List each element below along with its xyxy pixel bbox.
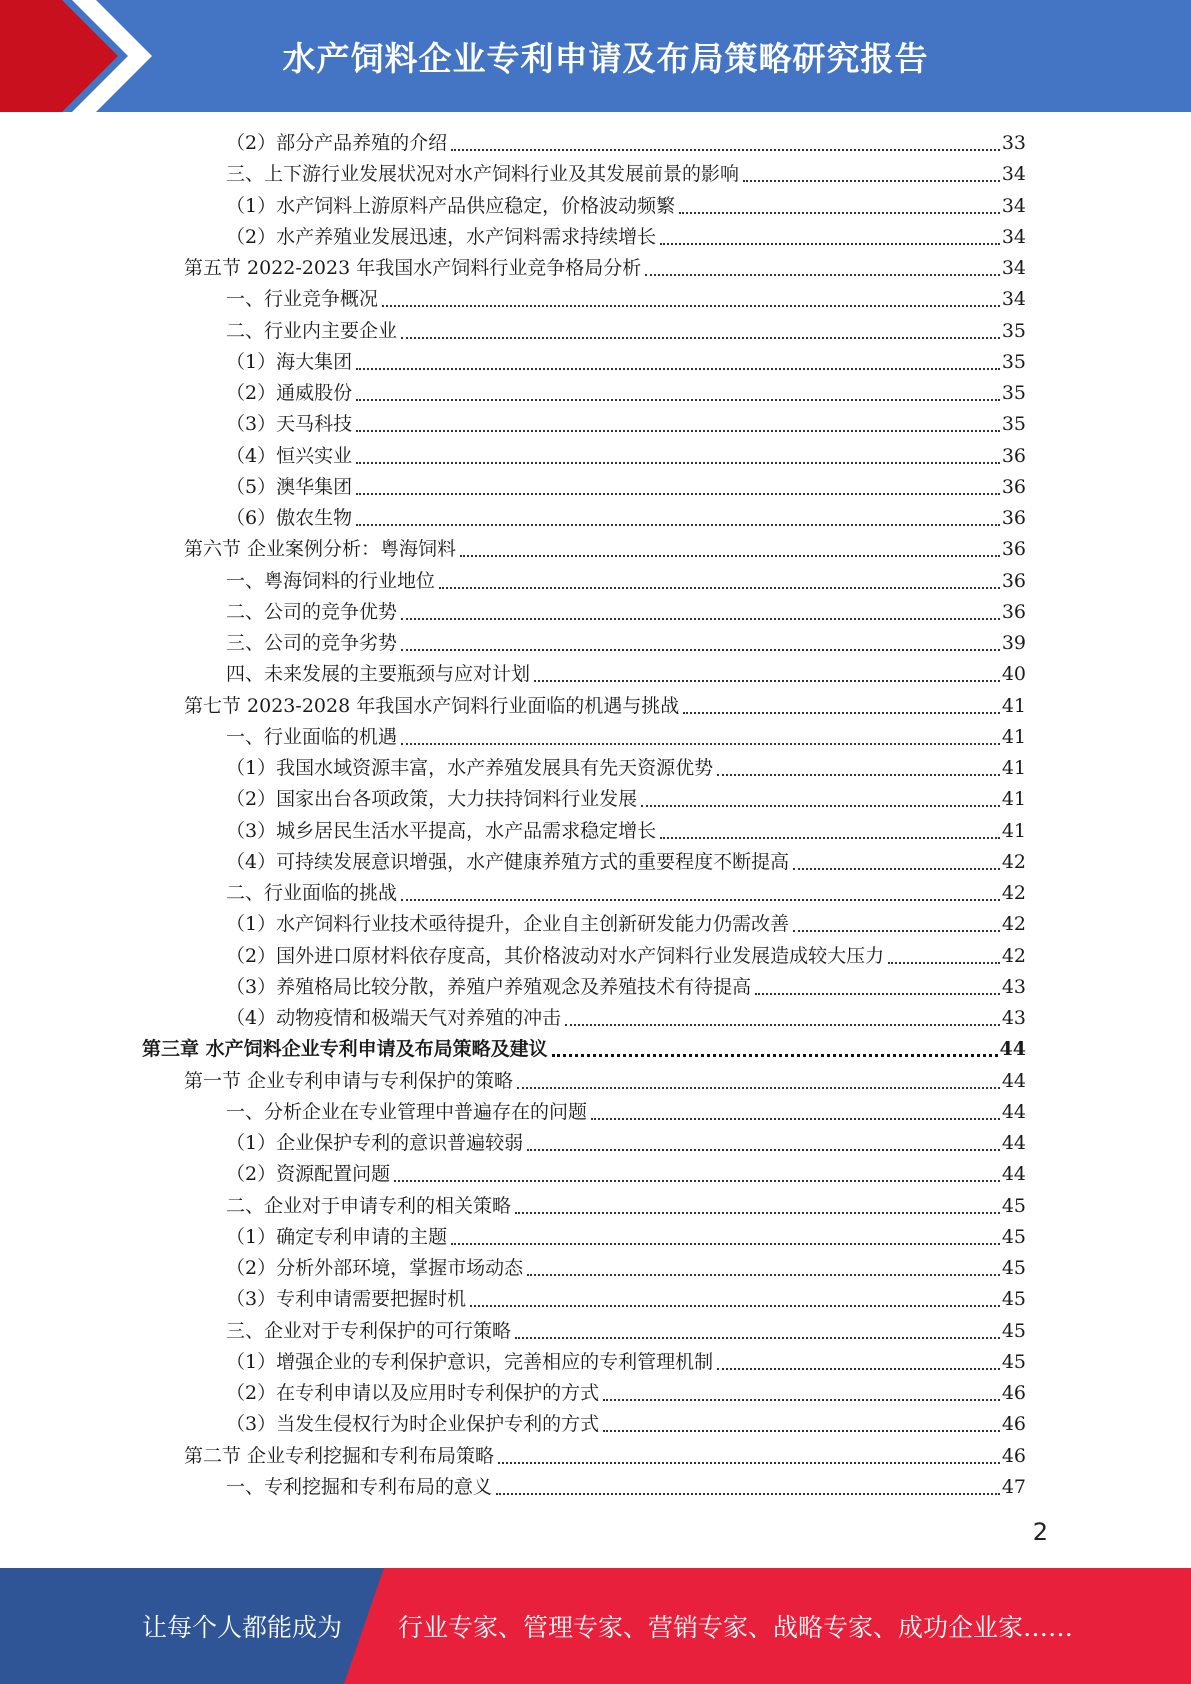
toc-entry[interactable] (226, 1003, 1026, 1034)
toc-dot-leader (382, 305, 1000, 307)
toc-dot-leader (496, 1493, 1000, 1495)
toc-entry[interactable] (226, 222, 1026, 253)
toc-entry[interactable] (184, 534, 1026, 565)
toc-entry-title: 二、公司的竞争优势 (226, 601, 398, 623)
toc-entry-title: 第七节 2023-2028 年我国水产饲料行业面临的机遇与挑战 (184, 695, 680, 717)
toc-entry-page: 43 (1001, 976, 1026, 998)
toc-entry-title: （4）恒兴实业 (226, 445, 353, 467)
toc-dot-leader (401, 649, 1000, 651)
toc-dot-leader (645, 274, 1000, 276)
toc-entry[interactable] (226, 128, 1026, 159)
toc-entry-title: （1）水产饲料行业技术亟待提升，企业自主创新研发能力仍需改善 (226, 913, 790, 935)
toc-entry-page: 34 (1001, 257, 1026, 279)
toc-entry[interactable] (226, 159, 1026, 190)
toc-entry-title: （5）澳华集团 (226, 476, 353, 498)
toc-dot-leader (356, 399, 1000, 401)
footer-slogan-left: 让每个人都能成为 (142, 1613, 343, 1642)
toc-dot-leader (552, 1054, 998, 1057)
toc-dot-leader (356, 430, 1000, 432)
toc-entry[interactable] (226, 472, 1026, 503)
toc-entry[interactable] (226, 191, 1026, 222)
toc-entry[interactable] (226, 1472, 1026, 1503)
toc-entry-title: （2）资源配置问题 (226, 1163, 391, 1185)
toc-entry-title: （4）动物疫情和极端天气对养殖的冲击 (226, 1007, 562, 1029)
toc-entry-title: 一、粤海饲料的行业地位 (226, 570, 436, 592)
toc-entry-page: 35 (1001, 413, 1026, 435)
toc-dot-leader (356, 368, 1000, 370)
toc-entry[interactable] (226, 1378, 1026, 1409)
toc-entry[interactable] (226, 1222, 1026, 1253)
page-header (0, 0, 1191, 112)
toc-entry-title: （2）部分产品养殖的介绍 (226, 132, 448, 154)
toc-dot-leader (356, 493, 1000, 495)
toc-entry-page: 45 (1001, 1351, 1026, 1373)
toc-entry[interactable] (226, 1253, 1026, 1284)
toc-entry[interactable] (226, 628, 1026, 659)
toc-entry-page: 45 (1001, 1257, 1026, 1279)
toc-entry[interactable] (226, 847, 1026, 878)
toc-dot-leader (603, 1399, 1000, 1401)
toc-dot-leader (498, 1462, 1000, 1464)
toc-entry-title: 三、公司的竞争劣势 (226, 632, 398, 654)
toc-entry-title: （3）养殖格局比较分散，养殖户养殖观念及养殖技术有待提高 (226, 976, 752, 998)
toc-dot-leader (439, 587, 1000, 589)
report-title: 水产饲料企业专利申请及布局策略研究报告 (282, 38, 929, 78)
toc-dot-leader (470, 1305, 1000, 1307)
toc-entry-page: 36 (1001, 476, 1026, 498)
toc-entry-page: 41 (1001, 695, 1026, 717)
toc-entry-page: 34 (1001, 163, 1026, 185)
toc-entry[interactable] (226, 972, 1026, 1003)
toc-entry-page: 41 (1001, 726, 1026, 748)
toc-entry-title: （2）在专利申请以及应用时专利保护的方式 (226, 1382, 600, 1404)
toc-entry-title: 一、分析企业在专业管理中普遍存在的问题 (226, 1101, 588, 1123)
toc-entry[interactable] (226, 1347, 1026, 1378)
toc-entry-title: （4）可持续发展意识增强，水产健康养殖方式的重要程度不断提高 (226, 851, 790, 873)
toc-entry-title: （2）水产养殖业发展迅速，水产饲料需求持续增长 (226, 226, 657, 248)
toc-entry-title: （3）城乡居民生活水平提高，水产品需求稳定增长 (226, 820, 657, 842)
toc-dot-leader (565, 1024, 1000, 1026)
toc-dot-leader (451, 149, 1000, 151)
toc-entry[interactable] (226, 1191, 1026, 1222)
toc-entry-title: 一、行业竞争概况 (226, 288, 379, 310)
toc-entry[interactable] (226, 441, 1026, 472)
toc-dot-leader (401, 743, 1000, 745)
toc-entry[interactable] (226, 659, 1026, 690)
toc-dot-leader (527, 1149, 1000, 1151)
toc-entry-page: 41 (1001, 757, 1026, 779)
toc-entry[interactable] (226, 284, 1026, 315)
toc-entry-page: 34 (1001, 195, 1026, 217)
toc-dot-leader (591, 1118, 1000, 1120)
header-arrow-icon (0, 0, 160, 112)
toc-entry-title: 第六节 企业案例分析：粤海饲料 (184, 538, 457, 560)
toc-dot-leader (401, 899, 1000, 901)
toc-entry-page: 43 (1001, 1007, 1026, 1029)
toc-dot-leader (683, 712, 1000, 714)
toc-entry-page: 41 (1001, 820, 1026, 842)
toc-entry-page: 46 (1001, 1413, 1026, 1435)
toc-entry-page: 45 (1001, 1195, 1026, 1217)
toc-dot-leader (793, 930, 1000, 932)
toc-dot-leader (534, 680, 1000, 682)
toc-entry-title: 三、企业对于专利保护的可行策略 (226, 1320, 512, 1342)
toc-entry-page: 44 (1001, 1132, 1026, 1154)
toc-entry-page: 45 (1001, 1320, 1026, 1342)
toc-entry-title: （3）天马科技 (226, 413, 353, 435)
toc-entry-title: （1）我国水域资源丰富，水产养殖发展具有先天资源优势 (226, 757, 714, 779)
toc-entry-title: 三、上下游行业发展状况对水产饲料行业及其发展前景的影响 (226, 163, 740, 185)
toc-entry[interactable] (226, 1128, 1026, 1159)
toc-dot-leader (717, 1368, 1000, 1370)
toc-dot-leader (717, 774, 1000, 776)
toc-entry-page: 47 (1001, 1476, 1026, 1498)
toc-dot-leader (356, 462, 1000, 464)
toc-dot-leader (793, 868, 1000, 870)
toc-entry-title: （2）国外进口原材料依存度高，其价格波动对水产饲料行业发展造成较大压力 (226, 945, 885, 967)
toc-entry-page: 45 (1001, 1226, 1026, 1248)
toc-entry-page: 44 (999, 1038, 1026, 1060)
toc-entry-page: 36 (1001, 538, 1026, 560)
toc-entry-title: 第五节 2022-2023 年我国水产饲料行业竞争格局分析 (184, 257, 642, 279)
toc-entry[interactable] (226, 784, 1026, 815)
toc-dot-leader (527, 1274, 1000, 1276)
toc-dot-leader (660, 837, 1000, 839)
toc-entry-title: 第一节 企业专利申请与专利保护的策略 (184, 1070, 514, 1092)
toc-entry-title: 四、未来发展的主要瓶颈与应对计划 (226, 663, 531, 685)
toc-entry[interactable] (184, 691, 1026, 722)
toc-entry[interactable] (226, 347, 1026, 378)
toc-entry[interactable] (226, 1284, 1026, 1315)
toc-entry-title: （1）水产饲料上游原料产品供应稳定，价格波动频繁 (226, 195, 676, 217)
toc-entry-page: 36 (1001, 570, 1026, 592)
toc-entry[interactable] (226, 503, 1026, 534)
toc-entry-title: （3）当发生侵权行为时企业保护专利的方式 (226, 1413, 600, 1435)
toc-entry-page: 39 (1001, 632, 1026, 654)
toc-dot-leader (743, 180, 1000, 182)
toc-entry-page: 42 (1001, 913, 1026, 935)
toc-entry-page: 35 (1001, 320, 1026, 342)
toc-entry-title: 第二节 企业专利挖掘和专利布局策略 (184, 1445, 495, 1467)
toc-dot-leader (888, 962, 1000, 964)
toc-entry-page: 42 (1001, 945, 1026, 967)
toc-entry-page: 34 (1001, 288, 1026, 310)
toc-entry-page: 36 (1001, 507, 1026, 529)
toc-entry[interactable] (142, 1034, 1026, 1065)
toc-dot-leader (603, 1430, 1000, 1432)
toc-entry-page: 45 (1001, 1288, 1026, 1310)
toc-entry[interactable] (226, 1409, 1026, 1440)
toc-entry[interactable] (226, 409, 1026, 440)
toc-dot-leader (401, 618, 1000, 620)
toc-entry[interactable] (184, 1441, 1026, 1472)
toc-entry-title: （3）专利申请需要把握时机 (226, 1288, 467, 1310)
toc-entry[interactable] (226, 909, 1026, 940)
toc-entry-title: （1）海大集团 (226, 351, 353, 373)
page-footer (0, 1568, 1191, 1684)
toc-entry-page: 35 (1001, 351, 1026, 373)
toc-entry-page: 36 (1001, 445, 1026, 467)
toc-entry-title: （2）国家出台各项政策，大力扶持饲料行业发展 (226, 788, 638, 810)
toc-entry[interactable] (226, 597, 1026, 628)
toc-entry-title: （2）通威股份 (226, 382, 353, 404)
toc-entry-title: 二、行业内主要企业 (226, 320, 398, 342)
toc-dot-leader (401, 337, 1000, 339)
toc-entry[interactable] (184, 253, 1026, 284)
toc-entry[interactable] (226, 753, 1026, 784)
toc-entry-page: 33 (1001, 132, 1026, 154)
toc-entry-title: （2）分析外部环境，掌握市场动态 (226, 1257, 524, 1279)
toc-entry[interactable] (226, 1159, 1026, 1190)
toc-entry-page: 41 (1001, 788, 1026, 810)
toc-dot-leader (394, 1180, 1000, 1182)
toc-dot-leader (356, 524, 1000, 526)
toc-entry[interactable] (226, 566, 1026, 597)
toc-entry-page: 42 (1001, 882, 1026, 904)
toc-dot-leader (679, 212, 1000, 214)
footer-slogan-right: 行业专家、管理专家、营销专家、战略专家、成功企业家…… (398, 1613, 1074, 1642)
toc-entry[interactable] (226, 378, 1026, 409)
toc-entry-page: 42 (1001, 851, 1026, 873)
toc-entry-title: 第三章 水产饲料企业专利申请及布局策略及建议 (142, 1038, 548, 1060)
toc-entry-page: 44 (1001, 1070, 1026, 1092)
toc-entry-page: 44 (1001, 1101, 1026, 1123)
toc-entry-page: 35 (1001, 382, 1026, 404)
toc-entry[interactable] (226, 941, 1026, 972)
toc-entry-title: 一、行业面临的机遇 (226, 726, 398, 748)
toc-entry[interactable] (226, 316, 1026, 347)
toc-entry[interactable] (226, 722, 1026, 753)
toc-dot-leader (641, 805, 1000, 807)
toc-entry-title: 二、行业面临的挑战 (226, 882, 398, 904)
toc-entry-title: （1）增强企业的专利保护意识，完善相应的专利管理机制 (226, 1351, 714, 1373)
toc-dot-leader (515, 1337, 1000, 1339)
toc-entry[interactable] (226, 816, 1026, 847)
toc-dot-leader (755, 993, 1000, 995)
toc-entry-page: 34 (1001, 226, 1026, 248)
toc-entry-title: （1）确定专利申请的主题 (226, 1226, 448, 1248)
toc-dot-leader (460, 555, 1000, 557)
toc-entry-title: 一、专利挖掘和专利布局的意义 (226, 1476, 493, 1498)
toc-entry-page: 46 (1001, 1382, 1026, 1404)
toc-dot-leader (515, 1212, 1000, 1214)
toc-entry-title: （1）企业保护专利的意识普遍较弱 (226, 1132, 524, 1154)
toc-entry[interactable] (184, 1066, 1026, 1097)
page-number: 2 (1032, 1518, 1048, 1546)
toc-entry-title: （6）傲农生物 (226, 507, 353, 529)
toc-entry[interactable] (226, 1097, 1026, 1128)
toc-entry[interactable] (226, 1316, 1026, 1347)
toc-dot-leader (517, 1087, 1000, 1089)
toc-entry-title: 二、企业对于申请专利的相关策略 (226, 1195, 512, 1217)
toc-dot-leader (660, 243, 1000, 245)
toc-entry-page: 46 (1001, 1445, 1026, 1467)
toc-entry-page: 36 (1001, 601, 1026, 623)
toc-dot-leader (451, 1243, 1000, 1245)
toc-entry-page: 40 (1001, 663, 1026, 685)
toc-entry[interactable] (226, 878, 1026, 909)
toc-entry-page: 44 (1001, 1163, 1026, 1185)
